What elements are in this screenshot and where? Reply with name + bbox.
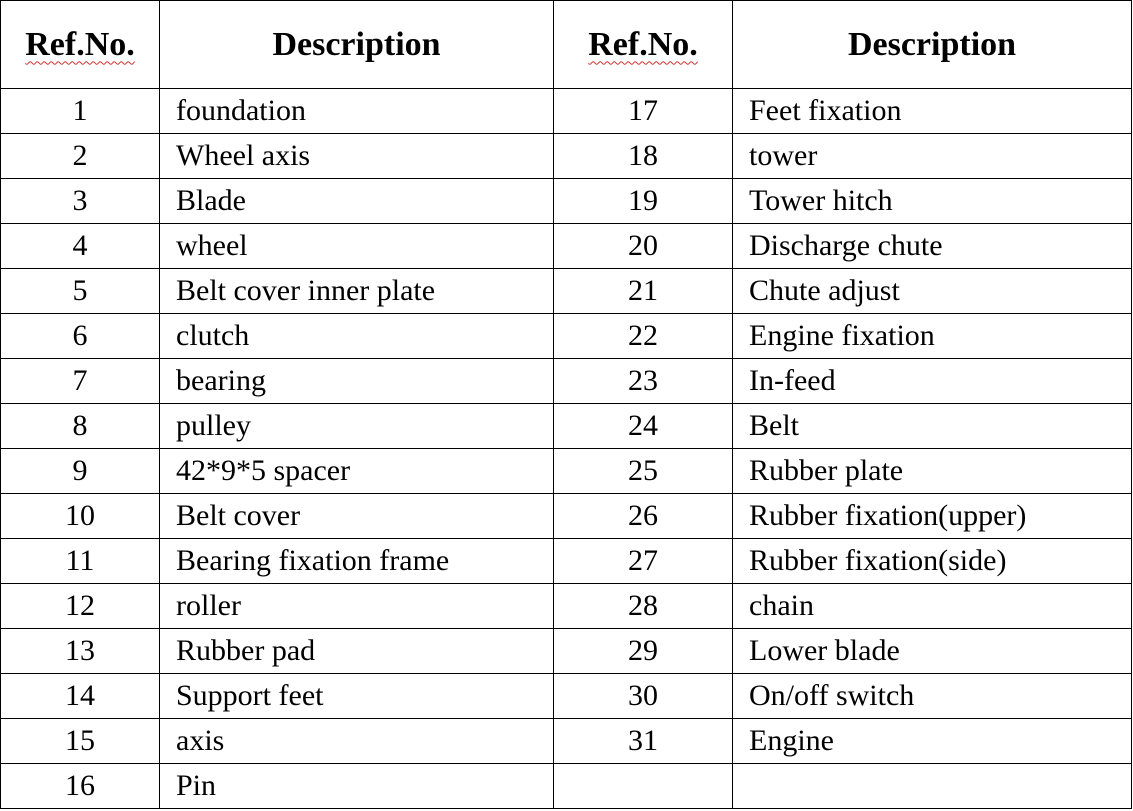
left-ref-cell: 1: [1, 89, 160, 134]
table-row: [1, 269, 1132, 314]
right-ref-cell: 26: [554, 494, 733, 539]
left-ref-cell: 16: [1, 764, 160, 809]
table-row: [1, 539, 1132, 584]
description-header-right: Description: [733, 1, 1132, 89]
left-description-cell: Rubber pad: [160, 629, 554, 674]
left-ref-cell: 9: [1, 449, 160, 494]
table-row: [1, 134, 1132, 179]
table-row: [1, 359, 1132, 404]
left-ref-cell: 14: [1, 674, 160, 719]
right-ref-cell: 23: [554, 359, 733, 404]
left-ref-cell: 15: [1, 719, 160, 764]
right-ref-cell: 20: [554, 224, 733, 269]
right-description-cell: Engine fixation: [733, 314, 1132, 359]
left-ref-cell: 13: [1, 629, 160, 674]
right-ref-cell: 30: [554, 674, 733, 719]
table-body: [1, 89, 1132, 809]
right-description-cell: Feet fixation: [733, 89, 1132, 134]
table-row: [1, 629, 1132, 674]
left-description-cell: foundation: [160, 89, 554, 134]
table-row: [1, 449, 1132, 494]
left-ref-cell: 8: [1, 404, 160, 449]
left-description-cell: 42*9*5 spacer: [160, 449, 554, 494]
left-ref-cell: 11: [1, 539, 160, 584]
right-ref-cell: 21: [554, 269, 733, 314]
left-description-cell: Wheel axis: [160, 134, 554, 179]
left-ref-cell: 2: [1, 134, 160, 179]
right-description-cell: [733, 764, 1132, 809]
table-row: [1, 719, 1132, 764]
table-row: [1, 404, 1132, 449]
right-description-cell: In-feed: [733, 359, 1132, 404]
right-description-cell: tower: [733, 134, 1132, 179]
left-ref-cell: 3: [1, 179, 160, 224]
left-description-cell: Belt cover: [160, 494, 554, 539]
table-row: [1, 764, 1132, 809]
right-description-cell: Belt: [733, 404, 1132, 449]
right-ref-cell: 27: [554, 539, 733, 584]
right-ref-cell: 25: [554, 449, 733, 494]
left-ref-cell: 12: [1, 584, 160, 629]
table-row: [1, 314, 1132, 359]
left-ref-cell: 6: [1, 314, 160, 359]
right-ref-cell: 31: [554, 719, 733, 764]
table-row: [1, 674, 1132, 719]
left-description-cell: pulley: [160, 404, 554, 449]
left-description-cell: clutch: [160, 314, 554, 359]
right-description-cell: chain: [733, 584, 1132, 629]
left-description-cell: Pin: [160, 764, 554, 809]
left-description-cell: Bearing fixation frame: [160, 539, 554, 584]
table-row: [1, 494, 1132, 539]
right-ref-cell: 24: [554, 404, 733, 449]
right-description-cell: Tower hitch: [733, 179, 1132, 224]
right-description-cell: Rubber plate: [733, 449, 1132, 494]
right-ref-cell: 28: [554, 584, 733, 629]
right-description-cell: Lower blade: [733, 629, 1132, 674]
left-ref-cell: 10: [1, 494, 160, 539]
left-description-cell: bearing: [160, 359, 554, 404]
right-description-cell: Rubber fixation(upper): [733, 494, 1132, 539]
right-description-cell: On/off switch: [733, 674, 1132, 719]
right-ref-cell: 18: [554, 134, 733, 179]
table-row: [1, 89, 1132, 134]
left-description-cell: Blade: [160, 179, 554, 224]
right-description-cell: Discharge chute: [733, 224, 1132, 269]
right-ref-cell: 19: [554, 179, 733, 224]
right-ref-cell: 17: [554, 89, 733, 134]
table-row: [1, 584, 1132, 629]
left-ref-cell: 4: [1, 224, 160, 269]
right-description-cell: Rubber fixation(side): [733, 539, 1132, 584]
left-description-cell: axis: [160, 719, 554, 764]
right-description-cell: Chute adjust: [733, 269, 1132, 314]
table-row: [1, 224, 1132, 269]
left-description-cell: Belt cover inner plate: [160, 269, 554, 314]
table-row: [1, 179, 1132, 224]
left-description-cell: roller: [160, 584, 554, 629]
description-header-left: Description: [160, 1, 554, 89]
left-description-cell: Support feet: [160, 674, 554, 719]
ref-no-header-left: Ref.No.: [1, 1, 160, 89]
right-ref-cell: 22: [554, 314, 733, 359]
right-description-cell: Engine: [733, 719, 1132, 764]
left-ref-cell: 5: [1, 269, 160, 314]
header-row: [1, 1, 1132, 89]
left-ref-cell: 7: [1, 359, 160, 404]
left-description-cell: wheel: [160, 224, 554, 269]
ref-no-header-right: Ref.No.: [554, 1, 733, 89]
right-ref-cell: 29: [554, 629, 733, 674]
right-ref-cell: [554, 764, 733, 809]
